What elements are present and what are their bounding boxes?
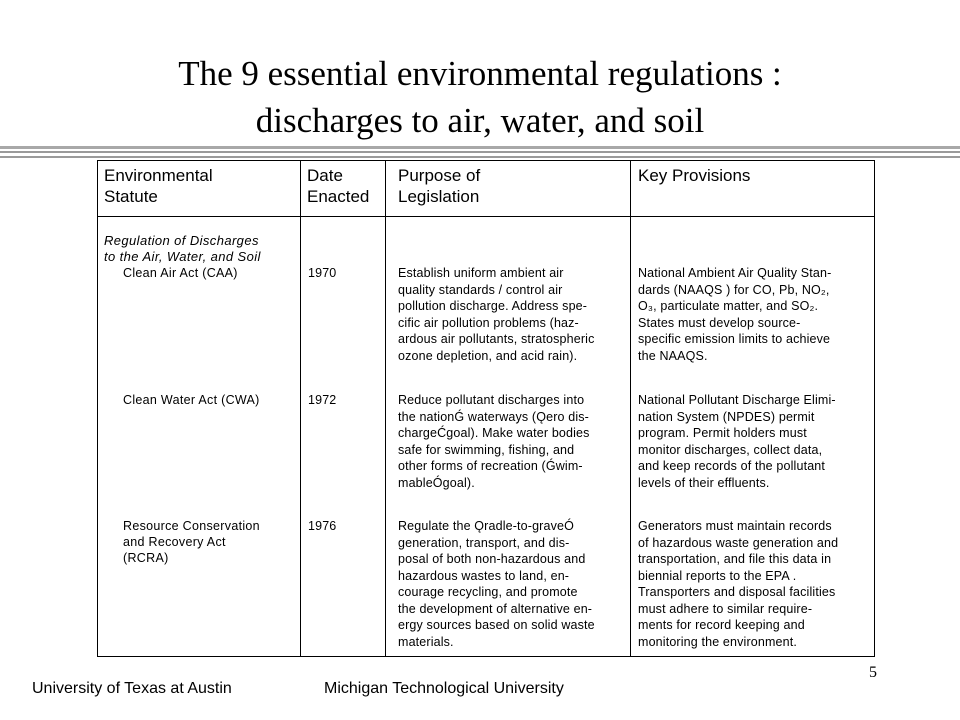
purpose-line: mableÓgoal). xyxy=(398,475,475,490)
header-statute xyxy=(104,165,213,207)
purpose-line: chargeĆgoal). Make water bodies xyxy=(398,426,590,440)
header-date xyxy=(307,165,369,207)
purpose-line: Regulate the Ǫradle-to-graveÓ xyxy=(398,519,574,533)
provisions-line: the NAAQS. xyxy=(638,348,708,363)
header-purpose xyxy=(398,165,480,207)
purpose-cell xyxy=(398,265,594,364)
statute-name xyxy=(123,265,319,281)
provisions-line: monitor discharges, collect data, xyxy=(638,442,823,457)
provisions-line: ments for record keeping and xyxy=(638,618,805,632)
provisions-cell xyxy=(638,265,831,364)
purpose-line: the development of alternative en- xyxy=(398,601,593,616)
date-enacted: 1972 xyxy=(308,393,337,407)
provisions-line: transportation, and file this data in xyxy=(638,552,832,566)
purpose-line: ozone depletion, and acid rain). xyxy=(398,348,578,363)
purpose-line: safe for swimming, fishing, and xyxy=(398,442,575,457)
title-line-1: The 9 essential environmental regulations : xyxy=(178,54,782,93)
statute-line: Clean Air Act (CAA) xyxy=(123,266,238,280)
purpose-cell xyxy=(398,392,590,491)
column-divider xyxy=(630,161,631,656)
slide-title xyxy=(0,50,960,144)
provisions-line: specific emission limits to achieve xyxy=(638,332,831,346)
statute-line: Resource Conservation xyxy=(123,519,260,533)
date-enacted: 1970 xyxy=(308,266,337,280)
provisions-line: and keep records of the pollutant xyxy=(638,459,826,473)
column-divider xyxy=(385,161,386,656)
footer-center: Michigan Technological University xyxy=(324,680,564,697)
purpose-line: other forms of recreation (Ǵwim- xyxy=(398,459,583,473)
divider-rule xyxy=(0,156,960,158)
purpose-line: the nationǴ waterways (Ǫero dis- xyxy=(398,409,589,424)
purpose-cell xyxy=(398,518,595,650)
regulations-table xyxy=(97,160,875,657)
purpose-line: hazardous wastes to land, en- xyxy=(398,568,570,583)
purpose-line: Reduce pollutant discharges into xyxy=(398,393,585,407)
purpose-line: pollution discharge. Address spe- xyxy=(398,299,588,313)
provisions-line: of hazardous waste generation and xyxy=(638,535,839,550)
divider-rule xyxy=(0,146,960,149)
header-text: Date xyxy=(307,166,343,185)
provisions-line: States must develop source- xyxy=(638,315,801,330)
header-divider xyxy=(98,216,874,217)
purpose-line: courage recycling, and promote xyxy=(398,585,578,599)
header-text: Environmental xyxy=(104,166,213,185)
column-divider xyxy=(300,161,301,656)
provisions-line: levels of their effluents. xyxy=(638,475,770,490)
provisions-line: O₃, particulate matter, and SO₂. xyxy=(638,299,819,313)
provisions-line: dards (NAAQS ) for CO, Pb, NO₂, xyxy=(638,282,830,297)
header-text: Enacted xyxy=(307,187,370,206)
header-text: Legislation xyxy=(398,187,480,206)
divider-rule xyxy=(0,151,960,153)
statute-name xyxy=(123,392,319,408)
provisions-line: biennial reports to the EPA . xyxy=(638,568,797,583)
provisions-line: program. Permit holders must xyxy=(638,426,807,440)
purpose-line: generation, transport, and dis- xyxy=(398,535,570,550)
title-line-2: discharges to air, water, and soil xyxy=(255,101,705,140)
page-number: 5 xyxy=(869,664,877,681)
provisions-line: National Ambient Air Quality Stan- xyxy=(638,266,832,280)
provisions-line: Transporters and disposal facilities xyxy=(638,585,836,599)
purpose-line: ardous air pollutants, stratospheric xyxy=(398,332,595,346)
purpose-line: posal of both non-hazardous and xyxy=(398,552,586,566)
section-label xyxy=(104,233,261,265)
statute-line: and Recovery Act xyxy=(123,535,226,549)
statute-line: (RCRA) xyxy=(123,551,169,565)
provisions-line: National Pollutant Discharge Elimi- xyxy=(638,393,836,407)
purpose-line: materials. xyxy=(398,634,454,649)
provisions-line: Generators must maintain records xyxy=(638,519,832,533)
provisions-line: monitoring the environment. xyxy=(638,634,797,649)
date-enacted: 1976 xyxy=(308,519,337,533)
purpose-line: quality standards / control air xyxy=(398,282,563,297)
header-text: Key Provisions xyxy=(638,166,751,185)
statute-line: Clean Water Act (CWA) xyxy=(123,393,260,407)
purpose-line: Establish uniform ambient air xyxy=(398,266,564,280)
section-label-line: to the Air, Water, and Soil xyxy=(104,249,261,264)
provisions-cell xyxy=(638,392,836,491)
provisions-cell xyxy=(638,518,838,650)
purpose-line: ergy sources based on solid waste xyxy=(398,618,595,632)
footer-left: University of Texas at Austin xyxy=(32,680,232,697)
section-label-line: Regulation of Discharges xyxy=(104,233,259,248)
purpose-line: cific air pollution problems (haz- xyxy=(398,315,579,330)
statute-name xyxy=(123,518,319,566)
header-text: Purpose of xyxy=(398,166,481,185)
provisions-line: must adhere to similar require- xyxy=(638,601,813,616)
header-provisions xyxy=(638,165,750,186)
header-text: Statute xyxy=(104,187,158,206)
provisions-line: nation System (NPDES) permit xyxy=(638,409,815,424)
